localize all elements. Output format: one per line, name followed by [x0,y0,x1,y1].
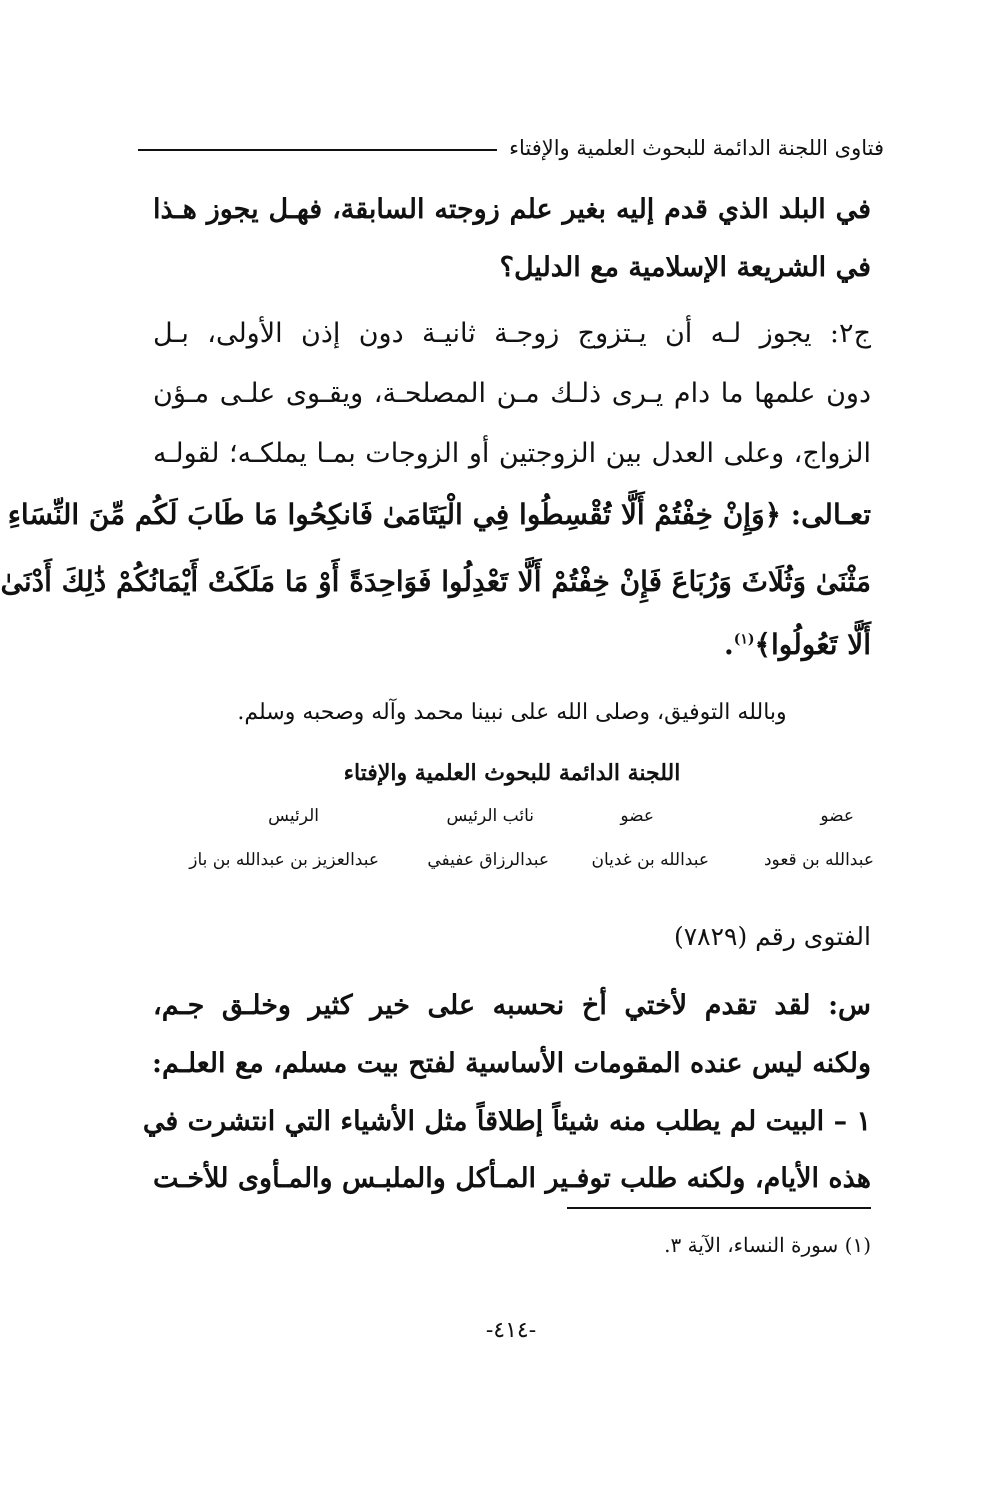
role-vice-president: نائب الرئيس [446,806,534,826]
committee-title: اللجنة الدائمة للبحوث العلمية والإفتاء [343,760,681,786]
answer-line-2: دون علمها ما دام يـرى ذلـك مـن المصلحـة، ويقـوى علـى مـؤن [153,378,871,409]
role-member-2: عضو [620,806,654,826]
closing-line: وبالله التوفيق، وصلى الله على نبينا محمد وآله وصحبه وسلم. [237,700,787,725]
name-vice-president: عبدالرزاق عفيفي [427,850,549,870]
answer-line-5-quran: مَثْنَىٰ وَثُلَاثَ وَرُبَاعَ فَإِنْ خِفْتُمْ أَلَّا تَعْدِلُوا فَوَاحِدَةً أَوْ مَا مَلَكَتْ أَيْمَانُكُمْ ذَٰلِكَ أَدْنَىٰ [0,565,871,598]
quran-verse-end: أَلَّا تَعُولُوا﴾ [754,628,871,661]
answer-line-4-quran: تعـالى: ﴿وَإِنْ خِفْتُمْ أَلَّا تُقْسِطُوا فِي الْيَتَامَىٰ فَانكِحُوا مَا طَابَ لَكُم مِّنَ النِّسَاءِ [7,498,871,531]
answer-period: . [724,628,734,661]
answer-line-1: ج٢: يجوز لـه أن يـتزوج زوجـة ثانيـة دون إذن الأولى، بـل [153,318,871,349]
question2-line-4: هذه الأيام، ولكنه طلب توفـير المـأكل والملبـس والمـأوى للأخـت [153,1163,871,1194]
fatwa-number: الفتوى رقم (٧٨٢٩) [673,922,871,951]
footnote-rule [567,1207,871,1209]
question-line-1: في البلد الذي قدم إليه بغير علم زوجته السابقة، فهـل يجوز هـذا [153,194,871,225]
header-rule [138,149,497,151]
page-number: -٤١٤- [485,1318,537,1343]
question2-line-1: س: لقد تقدم لأختي أخ نحسبه على خير كثير وخلـق جـم، [153,990,871,1021]
question2-line-3: ١ – البيت لم يطلب منه شيئاً إطلاقاً مثل الأشياء التي انتشرت في [142,1106,871,1137]
page-header [138,128,884,168]
answer-line-6-quran [153,628,871,661]
footnote-ref: (١) [733,631,755,648]
header-title: فتاوى اللجنة الدائمة للبحوث العلمية والإفتاء [509,136,884,160]
footnote: (١) سورة النساء، الآية ٣. [664,1233,871,1257]
question-line-2: في الشريعة الإسلامية مع الدليل؟ [499,252,871,283]
role-president: الرئيس [268,806,319,826]
name-member-1: عبدالله بن قعود [763,850,874,870]
name-president: عبدالعزيز بن عبدالله بن باز [189,850,379,870]
answer-line-3: الزواج، وعلى العدل بين الزوجتين أو الزوجات بمـا يملكـه؛ لقولـه [153,438,871,469]
name-member-2: عبدالله بن غديان [591,850,709,870]
role-member-1: عضو [820,806,854,826]
question2-line-2: ولكنه ليس عنده المقومات الأساسية لفتح بيت مسلم، مع العلـم: [152,1048,871,1079]
